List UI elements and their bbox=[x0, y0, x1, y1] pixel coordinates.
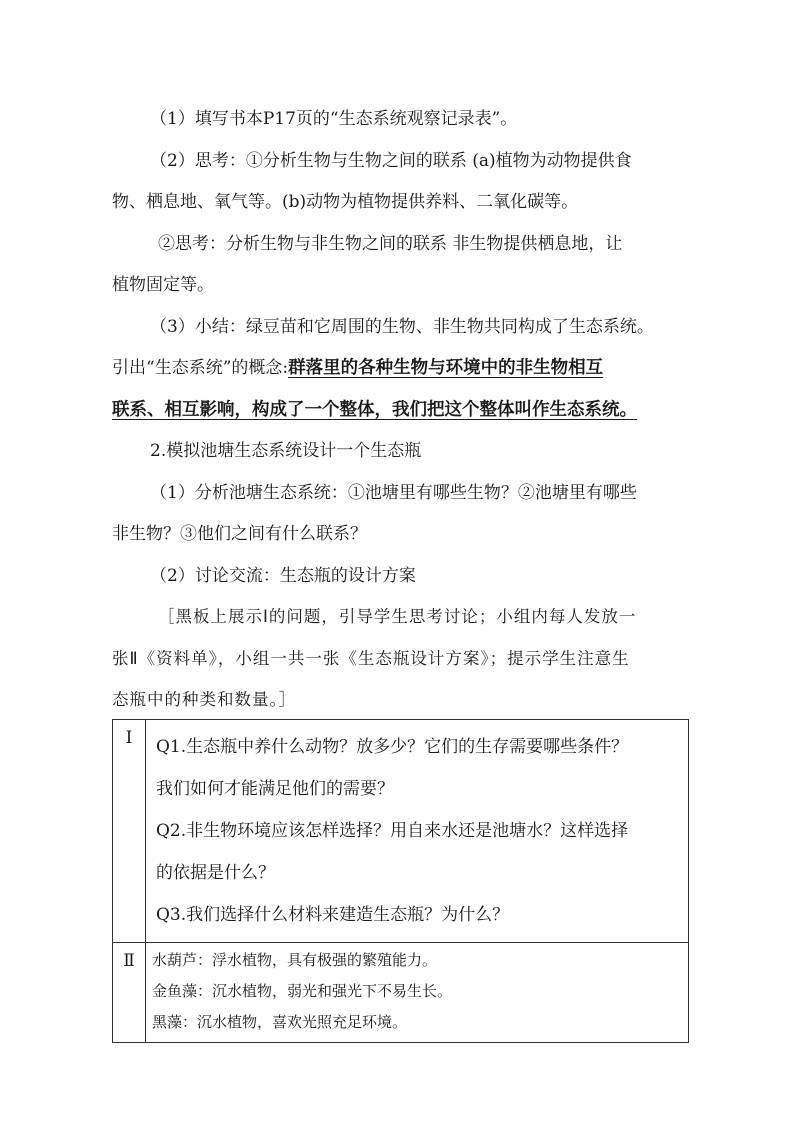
list-item: 金鱼藻：沉水植物，弱光和强光下不易生长。 bbox=[152, 982, 453, 1000]
list-item: Q2.非生物环境应该怎样选择？用自来水还是池塘水？这样选择 bbox=[156, 821, 629, 841]
concept-prefix: 引出“生态系统”的概念: bbox=[112, 358, 289, 378]
step-2-text-line1: （2）思考：①分析生物与生物之间的联系 (a)植物为动物提供食 bbox=[150, 151, 632, 171]
concept-line bbox=[112, 355, 692, 381]
step-1-text: （1）填写书本P17页的“生态系统观察记录表”。 bbox=[150, 109, 518, 129]
list-item: 的依据是什么？ bbox=[156, 863, 275, 883]
list-item: Q3.我们选择什么材料来建造生态瓶？为什么？ bbox=[156, 905, 510, 925]
teacher-note-line1: ［黑板上展示Ⅰ的问题，引导学生思考讨论；小组内每人发放一 bbox=[158, 607, 637, 626]
row-label: Ⅱ bbox=[113, 943, 146, 1043]
analysis-text-line1: （1）分析池塘生态系统：①池塘里有哪些生物？②池塘里有哪些 bbox=[150, 483, 637, 503]
row-label: Ⅰ bbox=[113, 720, 146, 943]
step-2-text-line2: 物、栖息地、氧气等。(b)动物为植物提供养料、二氧化碳等。 bbox=[112, 192, 579, 212]
table-row bbox=[113, 720, 689, 943]
summary-text: （3）小结：绿豆苗和它周围的生物、非生物共同构成了生态系统。 bbox=[150, 317, 654, 337]
teacher-note-line3: 态瓶中的种类和数量。］ bbox=[112, 690, 297, 709]
list-item: 黑藻：沉水植物，喜欢光照充足环境。 bbox=[152, 1013, 408, 1031]
list-item: Q1.生态瓶中养什么动物？放多少？它们的生存需要哪些条件？ bbox=[156, 737, 629, 757]
discussion-text: （2）讨论交流：生态瓶的设计方案 bbox=[150, 566, 416, 586]
list-item: 我们如何才能满足他们的需要？ bbox=[156, 779, 394, 799]
questions-cell bbox=[146, 720, 689, 943]
worksheet-table bbox=[112, 719, 689, 1043]
teacher-note-line2: 张Ⅱ《资料单》，小组一共一张《生态瓶设计方案》；提示学生注意生 bbox=[112, 649, 630, 668]
list-item: 水葫芦：浮水植物，具有极强的繁殖能力。 bbox=[152, 951, 438, 969]
concept-definition-part1: 群落里的各种生物与环境中的非生物相互 bbox=[288, 358, 604, 378]
think-2-text-line2: 植物固定等。 bbox=[112, 275, 214, 295]
materials-cell bbox=[146, 943, 689, 1043]
think-2-text-line1: ②思考：分析生物与非生物之间的联系 非生物提供栖息地，让 bbox=[158, 234, 623, 254]
concept-definition-part2: 联系、相互影响，构成了一个整体，我们把这个整体叫作生态系统。 bbox=[112, 400, 637, 420]
section-2-heading: 2.模拟池塘生态系统设计一个生态瓶 bbox=[150, 441, 422, 461]
table-row bbox=[113, 943, 689, 1043]
analysis-text-line2: 非生物？③他们之间有什么联系？ bbox=[112, 524, 367, 544]
